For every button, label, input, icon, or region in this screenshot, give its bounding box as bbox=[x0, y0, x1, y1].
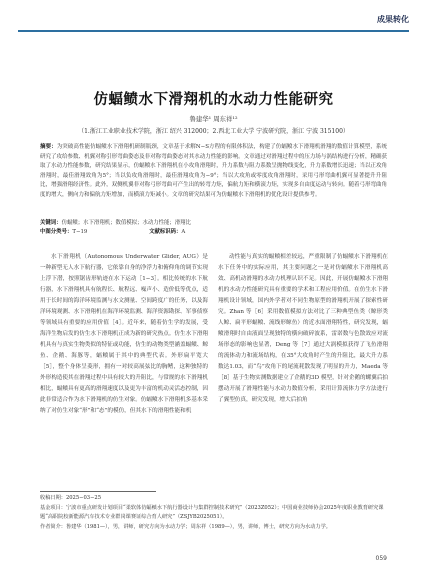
abstract bbox=[40, 143, 387, 201]
clc-value: T−19 bbox=[72, 229, 88, 235]
received-date: 收稿日期：2025−03−25 bbox=[40, 495, 102, 501]
body-paragraph-right: 动性能与真实的蝠鲼相差较远，严重限制了仿蝠鲼水下滑翔机在水下任务中的实际应用，其主要问题之一是对仿蝠鲼水下滑翔机高效、高机动滑翔的水动力机理认识不足。因此，开展仿蝠鲼水下滑翔机的水动力性能研究具有重要的学术和工程应用价值。在仿生水下滑翔机设计领域，国内外学者对不同生物原型的滑翔机开展了探索性研究。Zhan 等［6］采用数值模拟方法对比了三种典型鱼类（鲸形类人鲸、扁平形蝠鲼、流线形鲸鱼）的近水面滑翔特性，研究发现，蝠鲼滑翔时自由液面呈现独特的横向破碎波系，雷诺数与色散效应对流场形态的影响也显著，Deng 等［7］通过大涡模拟获得了飞鱼滑翔的流体动力和流场结构，在35°大攻角时产生的升阻比，最大升力系数达1.03，而“鸟”攻角下的尾流耗散发现了明显的升力，Maeda 等［8］基于生物实测数据建立了企鹅的3D 模型，针对企鹅的螺翼后拍摆动开展了滑翔性能与水动力数值分析，采用计算流体力学方法进行了翼型仿真，研究发现，增大后拍角 bbox=[218, 254, 389, 403]
abstract-label: 摘要： bbox=[40, 144, 57, 150]
affiliations: （1.浙江工业职业技术学院，浙江 绍兴 312000；2.西北工业大学 宁波研究院，浙江 宁波 315100） bbox=[78, 128, 349, 135]
classification-row bbox=[40, 228, 390, 237]
body-column-right bbox=[218, 252, 388, 406]
doc-code-value: A bbox=[181, 229, 186, 235]
authors: 鲁建华¹ 周东祥¹² bbox=[189, 115, 238, 123]
footnotes bbox=[40, 494, 390, 532]
clc-label: 中图分类号： bbox=[40, 229, 73, 235]
body-column-left bbox=[40, 252, 208, 417]
page-number: 059 bbox=[375, 555, 387, 562]
keywords-label: 关键词： bbox=[40, 220, 62, 226]
fund-info: 基金项目：宁波市重点研发计划项目“柔软体仿蝠鲼水下航行器设计与集群控制技术研究”（2023Z052）；中国商业技师协会2025年度职业教育研究课题“高职院校新能源汽车技术专业群岗课赛证综合育人研究”（ZSJYB2025051）。 bbox=[40, 504, 384, 520]
doc-code-label: 文献标识码： bbox=[149, 229, 182, 235]
abstract-text: 为突破高性能仿蝠鲼水下滑翔机研制瓶颈，文章基于求解N−S方程的有限体积法，构建了仿蝠鲼水下滑翔机滑翔的数值计算模型，系统研究了攻给参数、机翼对称引形弯曲姿态及非对称弯曲姿态对其水动力性能的影响。文章通过对滑翔过程中的压力场与涡结构进行分析，精确获取了水动力性能参数，研究结果显示，仿蝠鲼水下滑翔机在小攻角滑翔时，升力系数与阻力系数呈抛物线变化，升力系数增长迅速；当以正攻角滑翔时，最佳滑翔效角为5°；当以负攻角滑翔时，最佳滑翔攻角为−9°；当以大攻角或零度攻角滑翔时，采用弓形弯曲机翼可显著提升升阻比，增强滑翔经济性。此外，双侧机翼非对称弓形弯曲可产生出的转弯力矩，偏航力矩和横滚力矩，实现多自由度运动与转向。随着弓形弯曲角度的增大，侧向力和偏航力矩增加，而横滚力矩减小。文章的研究结果可为仿蝠鲼水下滑翔机的优化设计提供参考。 bbox=[40, 144, 387, 198]
keywords-row bbox=[40, 219, 390, 228]
paper-title: 仿蝠鲼水下滑翔机的水动力性能研究 bbox=[93, 92, 334, 108]
section-header: 成果转化 bbox=[377, 15, 409, 24]
header-rule bbox=[18, 30, 409, 32]
footnote-rule bbox=[40, 491, 156, 492]
author-info: 作者简介：鲁建华（1981—），男，讲师，研究方向为水动力学；周东祥（1989—），男，讲师，博士，研究方向为水动力学。 bbox=[40, 523, 331, 530]
metadata-block bbox=[40, 219, 390, 237]
body-paragraph-left: 水下滑翔机（Autonomous Underwater Glider, AUG）是一种新型无人水下航行器，它依靠自身的净浮力和俯仰角的调节实现上浮下潜，按照锯齿形轨迹在水下运动［1−3］。相比传统的水下航行器，水下滑翔机具有航程长、航程远、噪声小、造价低等优点，适用于长时间的海洋环境监测与水文测量、空间跨度广的任务，以及海洋环境观测、水下滑翔机在海洋环境监测、海洋资源勘探、军事侦察等领域具有重要的应用价值［4］。近年来，随着仿生学的发展，受海洋生物启发的仿生水下滑翔机正成为新的研究热点。仿生水下滑翔机具有与真实生物类似的特征或功能，仿生的动物类型涵盖蝠鲼、鲸鱼、企鹅、海豚等，蝠鲼属于其中的典型代表。外形扁平宽大［5］，整个身体呈菱形，拥有一对较高展弦比的胸鳍，这种独特的外形构造使其在滑翔过程中具有较大的升阻比，与常规的水下滑翔机相比，蝠鲼具有更高的滑翔速度以及更为丰富的机动灵活态控制，因此非常适合作为水下滑翔机的仿生对象。仿蝠鲼水下滑翔机多基本采纳了对仿生对象“形”和“态”的模仿，但其水下的滑翔性能和机 bbox=[40, 254, 208, 414]
keywords-text: 仿蝠鲼；水下滑翔机；数值模拟；水动力性能；滑翔比 bbox=[61, 220, 191, 226]
